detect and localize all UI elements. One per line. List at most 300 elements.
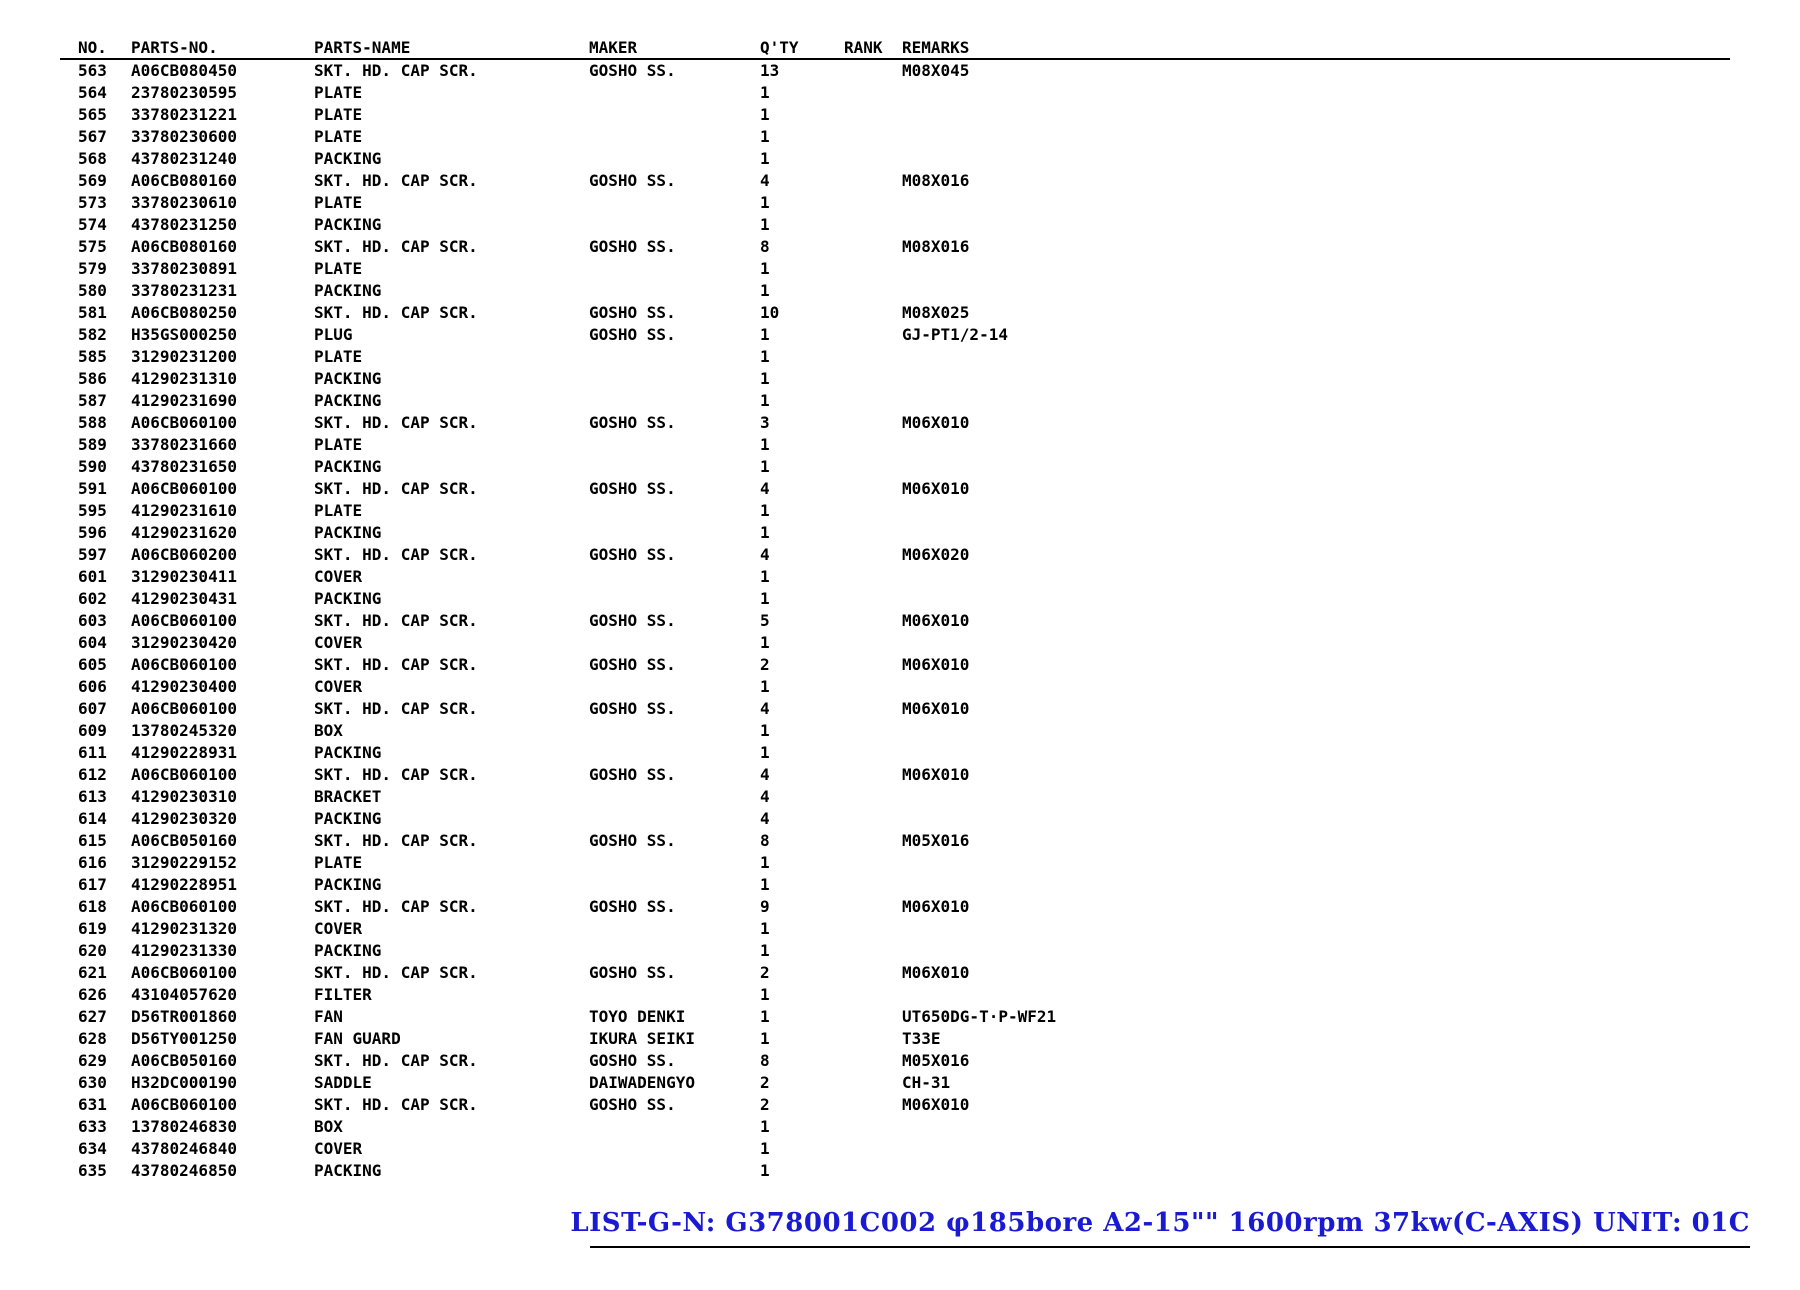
row-maker: GOSHO SS. bbox=[589, 655, 676, 674]
row-parts-no: 33780230600 bbox=[131, 127, 237, 146]
row-qty: 1 bbox=[760, 149, 770, 168]
table-row bbox=[60, 830, 1260, 852]
table-row bbox=[60, 368, 1260, 390]
row-parts-no: 41290228931 bbox=[131, 743, 237, 762]
row-maker: GOSHO SS. bbox=[589, 765, 676, 784]
row-parts-name: BOX bbox=[314, 721, 343, 740]
row-parts-name: PACKING bbox=[314, 1161, 382, 1180]
header-qty: Q'TY bbox=[760, 38, 799, 57]
row-qty: 1 bbox=[760, 457, 770, 476]
list-title: LIST-G-N: G378001C002 φ185bore A2-15"" 1600rpm 37kw(C-AXIS) UNIT: 01C bbox=[570, 1208, 1750, 1238]
row-parts-name: SKT. HD. CAP SCR. bbox=[314, 413, 478, 432]
row-maker: GOSHO SS. bbox=[589, 303, 676, 322]
row-no: 630 bbox=[78, 1073, 107, 1092]
table-row bbox=[60, 940, 1260, 962]
row-no: 604 bbox=[78, 633, 107, 652]
row-maker: GOSHO SS. bbox=[589, 1095, 676, 1114]
table-row bbox=[60, 390, 1260, 412]
row-parts-no: 41290230310 bbox=[131, 787, 237, 806]
row-parts-name: COVER bbox=[314, 567, 363, 586]
header-parts-name: PARTS-NAME bbox=[314, 38, 411, 57]
table-row bbox=[60, 456, 1260, 478]
table-row bbox=[60, 544, 1260, 566]
table-row bbox=[60, 654, 1260, 676]
row-parts-name: PLATE bbox=[314, 127, 363, 146]
row-qty: 1 bbox=[760, 347, 770, 366]
row-parts-name: COVER bbox=[314, 677, 363, 696]
row-maker: DAIWADENGYO bbox=[589, 1073, 695, 1092]
row-no: 582 bbox=[78, 325, 107, 344]
row-parts-no: 43780231240 bbox=[131, 149, 237, 168]
row-parts-name: FAN GUARD bbox=[314, 1029, 401, 1048]
row-parts-no: 33780231221 bbox=[131, 105, 237, 124]
row-parts-no: A06CB080160 bbox=[131, 237, 237, 256]
row-qty: 4 bbox=[760, 787, 770, 806]
table-row bbox=[60, 148, 1260, 170]
row-no: 631 bbox=[78, 1095, 107, 1114]
row-parts-no: A06CB060100 bbox=[131, 655, 237, 674]
row-qty: 1 bbox=[760, 83, 770, 102]
row-parts-no: A06CB060100 bbox=[131, 1095, 237, 1114]
row-remarks: M06X010 bbox=[902, 699, 970, 718]
table-row bbox=[60, 60, 1260, 82]
row-qty: 4 bbox=[760, 809, 770, 828]
row-remarks: M06X010 bbox=[902, 1095, 970, 1114]
row-parts-no: A06CB080450 bbox=[131, 61, 237, 80]
row-qty: 1 bbox=[760, 721, 770, 740]
row-no: 586 bbox=[78, 369, 107, 388]
table-row bbox=[60, 786, 1260, 808]
row-no: 627 bbox=[78, 1007, 107, 1026]
table-row bbox=[60, 280, 1260, 302]
row-no: 618 bbox=[78, 897, 107, 916]
row-parts-name: SKT. HD. CAP SCR. bbox=[314, 963, 478, 982]
row-no: 609 bbox=[78, 721, 107, 740]
row-parts-no: A06CB050160 bbox=[131, 1051, 237, 1070]
table-row bbox=[60, 588, 1260, 610]
row-no: 564 bbox=[78, 83, 107, 102]
row-no: 595 bbox=[78, 501, 107, 520]
row-parts-name: PLATE bbox=[314, 853, 363, 872]
table-row bbox=[60, 170, 1260, 192]
row-qty: 1 bbox=[760, 325, 770, 344]
row-no: 621 bbox=[78, 963, 107, 982]
row-parts-no: 33780230891 bbox=[131, 259, 237, 278]
row-qty: 1 bbox=[760, 391, 770, 410]
table-header bbox=[60, 34, 1730, 60]
table-row bbox=[60, 236, 1260, 258]
table-row bbox=[60, 808, 1260, 830]
row-parts-no: A06CB080250 bbox=[131, 303, 237, 322]
row-no: 633 bbox=[78, 1117, 107, 1136]
row-remarks: M06X010 bbox=[902, 963, 970, 982]
row-no: 628 bbox=[78, 1029, 107, 1048]
row-no: 565 bbox=[78, 105, 107, 124]
row-parts-name: SADDLE bbox=[314, 1073, 372, 1092]
row-parts-no: A06CB060100 bbox=[131, 611, 237, 630]
row-parts-name: PACKING bbox=[314, 215, 382, 234]
row-parts-name: BOX bbox=[314, 1117, 343, 1136]
row-parts-name: SKT. HD. CAP SCR. bbox=[314, 611, 478, 630]
row-maker: GOSHO SS. bbox=[589, 611, 676, 630]
row-qty: 1 bbox=[760, 369, 770, 388]
row-parts-name: PACKING bbox=[314, 941, 382, 960]
row-remarks: M05X016 bbox=[902, 831, 970, 850]
row-parts-no: 41290231320 bbox=[131, 919, 237, 938]
table-row bbox=[60, 126, 1260, 148]
row-parts-no: A06CB080160 bbox=[131, 171, 237, 190]
table-row bbox=[60, 632, 1260, 654]
row-remarks: M08X025 bbox=[902, 303, 970, 322]
row-qty: 1 bbox=[760, 1161, 770, 1180]
table-row bbox=[60, 874, 1260, 896]
table-row bbox=[60, 566, 1260, 588]
row-parts-no: A06CB060100 bbox=[131, 479, 237, 498]
row-parts-name: FILTER bbox=[314, 985, 372, 1004]
row-parts-no: A06CB060100 bbox=[131, 413, 237, 432]
row-parts-name: FAN bbox=[314, 1007, 343, 1026]
row-qty: 1 bbox=[760, 215, 770, 234]
row-parts-no: 13780245320 bbox=[131, 721, 237, 740]
row-qty: 1 bbox=[760, 1029, 770, 1048]
table-row bbox=[60, 984, 1260, 1006]
row-parts-name: PLATE bbox=[314, 193, 363, 212]
row-parts-name: SKT. HD. CAP SCR. bbox=[314, 831, 478, 850]
row-maker: GOSHO SS. bbox=[589, 699, 676, 718]
row-remarks: M06X010 bbox=[902, 897, 970, 916]
table-row bbox=[60, 896, 1260, 918]
row-no: 587 bbox=[78, 391, 107, 410]
row-parts-no: 41290230400 bbox=[131, 677, 237, 696]
row-no: 568 bbox=[78, 149, 107, 168]
row-parts-no: A06CB060100 bbox=[131, 699, 237, 718]
row-parts-name: PLATE bbox=[314, 83, 363, 102]
table-row bbox=[60, 1138, 1260, 1160]
table-row bbox=[60, 1050, 1260, 1072]
row-no: 613 bbox=[78, 787, 107, 806]
table-row bbox=[60, 214, 1260, 236]
row-parts-no: 43104057620 bbox=[131, 985, 237, 1004]
row-maker: GOSHO SS. bbox=[589, 61, 676, 80]
row-qty: 1 bbox=[760, 985, 770, 1004]
row-remarks: M08X016 bbox=[902, 237, 970, 256]
row-no: 634 bbox=[78, 1139, 107, 1158]
parts-table-body bbox=[60, 60, 1260, 1182]
row-qty: 1 bbox=[760, 633, 770, 652]
row-no: 590 bbox=[78, 457, 107, 476]
row-parts-no: 33780230610 bbox=[131, 193, 237, 212]
row-no: 591 bbox=[78, 479, 107, 498]
row-parts-no: 41290230320 bbox=[131, 809, 237, 828]
row-qty: 4 bbox=[760, 171, 770, 190]
row-qty: 1 bbox=[760, 105, 770, 124]
row-remarks: M06X010 bbox=[902, 765, 970, 784]
table-row bbox=[60, 610, 1260, 632]
row-parts-no: 31290230411 bbox=[131, 567, 237, 586]
row-qty: 1 bbox=[760, 567, 770, 586]
row-parts-no: A06CB060100 bbox=[131, 765, 237, 784]
row-no: 575 bbox=[78, 237, 107, 256]
row-remarks: M06X010 bbox=[902, 655, 970, 674]
row-maker: GOSHO SS. bbox=[589, 963, 676, 982]
header-maker: MAKER bbox=[589, 38, 638, 57]
row-qty: 1 bbox=[760, 875, 770, 894]
row-parts-name: SKT. HD. CAP SCR. bbox=[314, 699, 478, 718]
row-parts-name: PLATE bbox=[314, 259, 363, 278]
row-parts-name: PLUG bbox=[314, 325, 353, 344]
row-parts-no: 33780231660 bbox=[131, 435, 237, 454]
table-row bbox=[60, 82, 1260, 104]
row-parts-no: 43780231250 bbox=[131, 215, 237, 234]
row-parts-name: PLATE bbox=[314, 347, 363, 366]
table-row bbox=[60, 1160, 1260, 1182]
table-row bbox=[60, 1116, 1260, 1138]
header-rank: RANK bbox=[844, 38, 883, 57]
row-parts-no: 43780246850 bbox=[131, 1161, 237, 1180]
row-parts-name: SKT. HD. CAP SCR. bbox=[314, 1051, 478, 1070]
row-qty: 1 bbox=[760, 523, 770, 542]
row-qty: 2 bbox=[760, 655, 770, 674]
list-footer bbox=[570, 1200, 1750, 1248]
row-parts-name: PACKING bbox=[314, 457, 382, 476]
row-parts-name: COVER bbox=[314, 1139, 363, 1158]
row-parts-no: 43780231650 bbox=[131, 457, 237, 476]
row-no: 588 bbox=[78, 413, 107, 432]
row-parts-no: 13780246830 bbox=[131, 1117, 237, 1136]
table-row bbox=[60, 522, 1260, 544]
row-parts-no: 31290229152 bbox=[131, 853, 237, 872]
row-qty: 1 bbox=[760, 919, 770, 938]
row-no: 574 bbox=[78, 215, 107, 234]
row-parts-no: A06CB060100 bbox=[131, 897, 237, 916]
row-parts-name: PACKING bbox=[314, 369, 382, 388]
row-qty: 2 bbox=[760, 963, 770, 982]
table-row bbox=[60, 434, 1260, 456]
row-no: 616 bbox=[78, 853, 107, 872]
table-row bbox=[60, 698, 1260, 720]
table-row bbox=[60, 764, 1260, 786]
row-no: 629 bbox=[78, 1051, 107, 1070]
row-no: 569 bbox=[78, 171, 107, 190]
row-maker: GOSHO SS. bbox=[589, 545, 676, 564]
table-row bbox=[60, 258, 1260, 280]
row-parts-name: PACKING bbox=[314, 875, 382, 894]
row-qty: 1 bbox=[760, 589, 770, 608]
row-maker: GOSHO SS. bbox=[589, 171, 676, 190]
row-remarks: UT650DG-T·P-WF21 bbox=[902, 1007, 1057, 1026]
row-qty: 1 bbox=[760, 435, 770, 454]
table-row bbox=[60, 676, 1260, 698]
row-remarks: M06X010 bbox=[902, 479, 970, 498]
row-no: 601 bbox=[78, 567, 107, 586]
row-parts-no: 43780246840 bbox=[131, 1139, 237, 1158]
row-no: 605 bbox=[78, 655, 107, 674]
row-no: 603 bbox=[78, 611, 107, 630]
table-row bbox=[60, 324, 1260, 346]
row-parts-name: SKT. HD. CAP SCR. bbox=[314, 237, 478, 256]
table-row bbox=[60, 852, 1260, 874]
row-qty: 1 bbox=[760, 1007, 770, 1026]
row-remarks: CH-31 bbox=[902, 1073, 951, 1092]
table-row bbox=[60, 192, 1260, 214]
row-parts-no: 41290231310 bbox=[131, 369, 237, 388]
row-no: 619 bbox=[78, 919, 107, 938]
row-parts-no: A06CB060200 bbox=[131, 545, 237, 564]
row-parts-name: SKT. HD. CAP SCR. bbox=[314, 655, 478, 674]
row-qty: 4 bbox=[760, 765, 770, 784]
row-parts-no: D56TR001860 bbox=[131, 1007, 237, 1026]
row-qty: 2 bbox=[760, 1073, 770, 1092]
row-qty: 8 bbox=[760, 1051, 770, 1070]
header-remarks: REMARKS bbox=[902, 38, 970, 57]
row-parts-no: 31290230420 bbox=[131, 633, 237, 652]
row-parts-name: PACKING bbox=[314, 149, 382, 168]
row-parts-name: PACKING bbox=[314, 809, 382, 828]
row-qty: 1 bbox=[760, 941, 770, 960]
row-parts-no: 41290230431 bbox=[131, 589, 237, 608]
row-remarks: M08X016 bbox=[902, 171, 970, 190]
row-parts-no: D56TY001250 bbox=[131, 1029, 237, 1048]
row-remarks: M05X016 bbox=[902, 1051, 970, 1070]
row-qty: 9 bbox=[760, 897, 770, 916]
table-row bbox=[60, 478, 1260, 500]
row-no: 597 bbox=[78, 545, 107, 564]
row-qty: 13 bbox=[760, 61, 780, 80]
row-no: 607 bbox=[78, 699, 107, 718]
row-remarks: T33E bbox=[902, 1029, 941, 1048]
row-no: 567 bbox=[78, 127, 107, 146]
row-maker: GOSHO SS. bbox=[589, 237, 676, 256]
row-qty: 8 bbox=[760, 831, 770, 850]
row-parts-name: PACKING bbox=[314, 589, 382, 608]
row-parts-name: PACKING bbox=[314, 743, 382, 762]
row-no: 580 bbox=[78, 281, 107, 300]
row-qty: 1 bbox=[760, 193, 770, 212]
row-parts-name: COVER bbox=[314, 633, 363, 652]
row-qty: 1 bbox=[760, 281, 770, 300]
row-remarks: M06X010 bbox=[902, 413, 970, 432]
row-no: 589 bbox=[78, 435, 107, 454]
row-maker: TOYO DENKI bbox=[589, 1007, 686, 1026]
row-parts-name: SKT. HD. CAP SCR. bbox=[314, 545, 478, 564]
row-maker: GOSHO SS. bbox=[589, 325, 676, 344]
row-maker: GOSHO SS. bbox=[589, 831, 676, 850]
row-no: 615 bbox=[78, 831, 107, 850]
row-parts-name: SKT. HD. CAP SCR. bbox=[314, 479, 478, 498]
row-qty: 4 bbox=[760, 479, 770, 498]
row-remarks: M06X020 bbox=[902, 545, 970, 564]
row-parts-name: PACKING bbox=[314, 523, 382, 542]
row-remarks: M08X045 bbox=[902, 61, 970, 80]
row-qty: 1 bbox=[760, 1139, 770, 1158]
row-no: 611 bbox=[78, 743, 107, 762]
row-parts-name: SKT. HD. CAP SCR. bbox=[314, 61, 478, 80]
table-row bbox=[60, 918, 1260, 940]
row-no: 563 bbox=[78, 61, 107, 80]
row-parts-name: COVER bbox=[314, 919, 363, 938]
row-maker: IKURA SEIKI bbox=[589, 1029, 695, 1048]
row-no: 635 bbox=[78, 1161, 107, 1180]
row-parts-name: SKT. HD. CAP SCR. bbox=[314, 765, 478, 784]
row-qty: 10 bbox=[760, 303, 780, 322]
row-parts-no: 41290231610 bbox=[131, 501, 237, 520]
row-remarks: M06X010 bbox=[902, 611, 970, 630]
table-row bbox=[60, 104, 1260, 126]
row-qty: 4 bbox=[760, 545, 770, 564]
row-parts-name: PLATE bbox=[314, 105, 363, 124]
table-row bbox=[60, 302, 1260, 324]
header-parts-no: PARTS-NO. bbox=[131, 38, 218, 57]
table-row bbox=[60, 742, 1260, 764]
row-qty: 1 bbox=[760, 853, 770, 872]
row-parts-no: 41290231330 bbox=[131, 941, 237, 960]
row-no: 620 bbox=[78, 941, 107, 960]
row-maker: GOSHO SS. bbox=[589, 413, 676, 432]
table-row bbox=[60, 412, 1260, 434]
row-qty: 4 bbox=[760, 699, 770, 718]
row-parts-no: 41290231690 bbox=[131, 391, 237, 410]
table-row bbox=[60, 1094, 1260, 1116]
row-qty: 1 bbox=[760, 743, 770, 762]
row-maker: GOSHO SS. bbox=[589, 897, 676, 916]
row-parts-name: SKT. HD. CAP SCR. bbox=[314, 171, 478, 190]
row-qty: 5 bbox=[760, 611, 770, 630]
table-row bbox=[60, 1072, 1260, 1094]
row-parts-no: H32DC000190 bbox=[131, 1073, 237, 1092]
table-row bbox=[60, 1028, 1260, 1050]
row-no: 573 bbox=[78, 193, 107, 212]
row-qty: 1 bbox=[760, 501, 770, 520]
row-no: 596 bbox=[78, 523, 107, 542]
row-no: 614 bbox=[78, 809, 107, 828]
row-no: 612 bbox=[78, 765, 107, 784]
row-parts-name: SKT. HD. CAP SCR. bbox=[314, 1095, 478, 1114]
row-no: 581 bbox=[78, 303, 107, 322]
row-parts-name: PLATE bbox=[314, 501, 363, 520]
row-remarks: GJ-PT1/2-14 bbox=[902, 325, 1008, 344]
row-qty: 2 bbox=[760, 1095, 770, 1114]
row-parts-name: PLATE bbox=[314, 435, 363, 454]
row-parts-no: A06CB050160 bbox=[131, 831, 237, 850]
row-no: 579 bbox=[78, 259, 107, 278]
row-maker: GOSHO SS. bbox=[589, 479, 676, 498]
row-qty: 1 bbox=[760, 1117, 770, 1136]
row-no: 602 bbox=[78, 589, 107, 608]
table-row bbox=[60, 346, 1260, 368]
row-parts-name: PACKING bbox=[314, 391, 382, 410]
row-parts-no: 31290231200 bbox=[131, 347, 237, 366]
header-no: NO. bbox=[78, 38, 107, 57]
row-qty: 3 bbox=[760, 413, 770, 432]
row-parts-no: 41290231620 bbox=[131, 523, 237, 542]
row-parts-no: 33780231231 bbox=[131, 281, 237, 300]
row-parts-no: 41290228951 bbox=[131, 875, 237, 894]
row-no: 585 bbox=[78, 347, 107, 366]
table-row bbox=[60, 1006, 1260, 1028]
row-parts-name: PACKING bbox=[314, 281, 382, 300]
row-parts-no: H35GS000250 bbox=[131, 325, 237, 344]
row-qty: 1 bbox=[760, 259, 770, 278]
row-no: 606 bbox=[78, 677, 107, 696]
row-parts-name: SKT. HD. CAP SCR. bbox=[314, 303, 478, 322]
table-row bbox=[60, 720, 1260, 742]
row-qty: 1 bbox=[760, 127, 770, 146]
row-no: 617 bbox=[78, 875, 107, 894]
table-row bbox=[60, 962, 1260, 984]
row-parts-name: SKT. HD. CAP SCR. bbox=[314, 897, 478, 916]
row-parts-name: BRACKET bbox=[314, 787, 382, 806]
row-qty: 1 bbox=[760, 677, 770, 696]
